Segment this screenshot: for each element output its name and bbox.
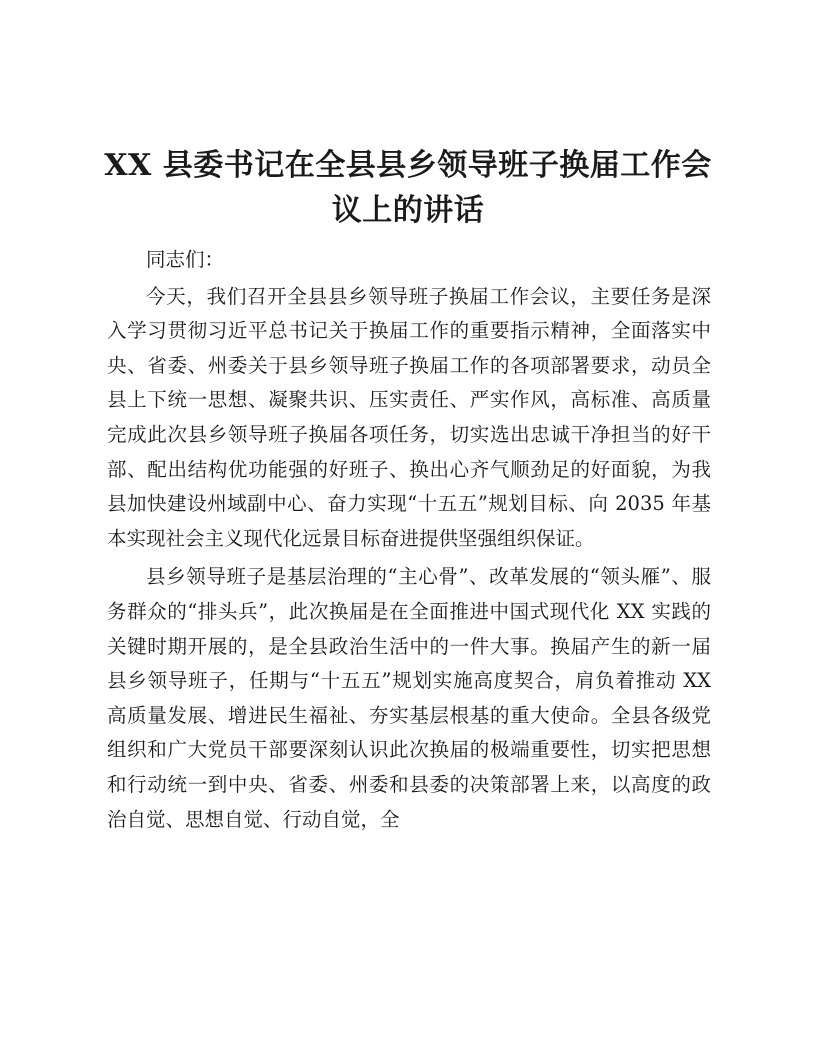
paragraph-1: 今天，我们召开全县县乡领导班子换届工作会议，主要任务是深入学习贯彻习近平总书记关于换届工作的重要指示精神，全面落实中央、省委、州委关于县乡领导班子换届工作的各项部署要求，动员全县上下统一思想、凝聚共识、压实责任、严实作风，高标准、高质量完成此次县乡领导班子换届各项任务，切实选出忠诚干净担当的好干部、配出结构优功能强的好班子、换出心齐气顺劲足的好面貌，为我县加快建设州域副中心、奋力实现“十五五”规划目标、向 2035 年基本实现社会主义现代化远景目标奋进提供坚强组织保证。	[107, 284, 711, 550]
salutation: 同志们：	[146, 248, 225, 271]
paragraph-2: 县乡领导班子是基层治理的“主心骨”、改革发展的“领头雁”、服务群众的“排头兵”，此次换届是在全面推进中国式现代化 XX 实践的关键时期开展的，是全县政治生活中的一件大事。换届产生的新一届县乡领导班子，任期与“十五五”规划实施高度契合，肩负着推动 XX 高质量发展、增进民生福祉、夯实基层根基的重大使命。全县各级党组织和广大党员干部要深刻认识此次换届的极端重要性，切实把思想和行动统一到中央、省委、州委和县委的决策部署上来，以高度的政治自觉、思想自觉、行动自觉，全	[107, 565, 711, 831]
document-body	[107, 243, 711, 841]
document-title: XX 县委书记在全县县乡领导班子换届工作会议上的讲话	[104, 148, 712, 228]
